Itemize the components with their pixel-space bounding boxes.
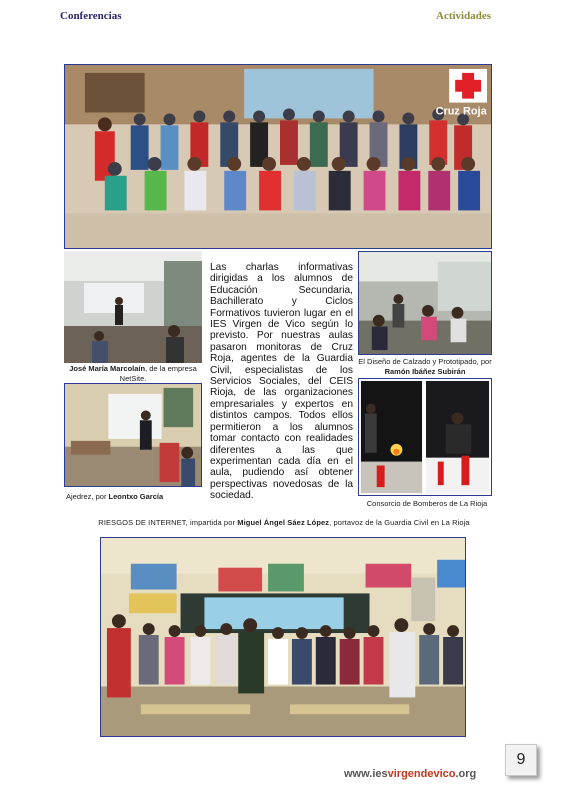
netsite-talk-photo — [64, 251, 202, 363]
section-title-right: Actividades — [436, 10, 491, 22]
cruz-roja-logo-text: Cruz Roja — [435, 105, 487, 118]
chess-caption: Ajedrez, por Leontxo García — [66, 492, 164, 501]
firefighters-caption: Consorcio de Bomberos de La Rioja — [366, 499, 488, 508]
firefighters-talk-photo — [358, 378, 492, 496]
school-website-url[interactable]: www.iesvirgendevico.org — [344, 768, 477, 780]
article-body-text: Las charlas informativas dirigidas a los alumnos de Educación Secundaria, Bachillerato y Ciclos Formativos tuvieron lugar en el IES Virgen de Vico según lo previsto. Por nuestras aulas pasaron monitoras de Cruz Roja, agentes de la Guardia Civil, especialistas de los Servicios Sociales, del CEIS Rioja, de las organizaciones empresariales y expertos en distintos campos. Todos ellos permitieron a los alumnos tomar contacto con realidades diferentes a las que experimentan cada día en el aula, pudiendo así obtener perspectivas novedosas de la sociedad. — [210, 262, 353, 502]
shoe-design-caption: El Diseño de Calzado y Prototipado, por Ramón Ibáñez Subirán — [358, 357, 492, 376]
chess-talk-photo — [64, 383, 202, 487]
page-number: 9 — [505, 744, 537, 776]
shoe-design-talk-photo — [358, 251, 492, 355]
netsite-caption: José María Marcolaín, de la empresa NetSite. — [69, 364, 197, 383]
internet-risks-classroom-photo — [100, 537, 466, 737]
section-title-left: Conferencias — [60, 10, 122, 22]
internet-risks-caption: RIESGOS DE INTERNET, impartida por Miguel Ángel Sáez López, portavoz de la Guardia Civil en La Rioja — [98, 518, 470, 527]
cruz-roja-group-photo — [64, 64, 492, 249]
